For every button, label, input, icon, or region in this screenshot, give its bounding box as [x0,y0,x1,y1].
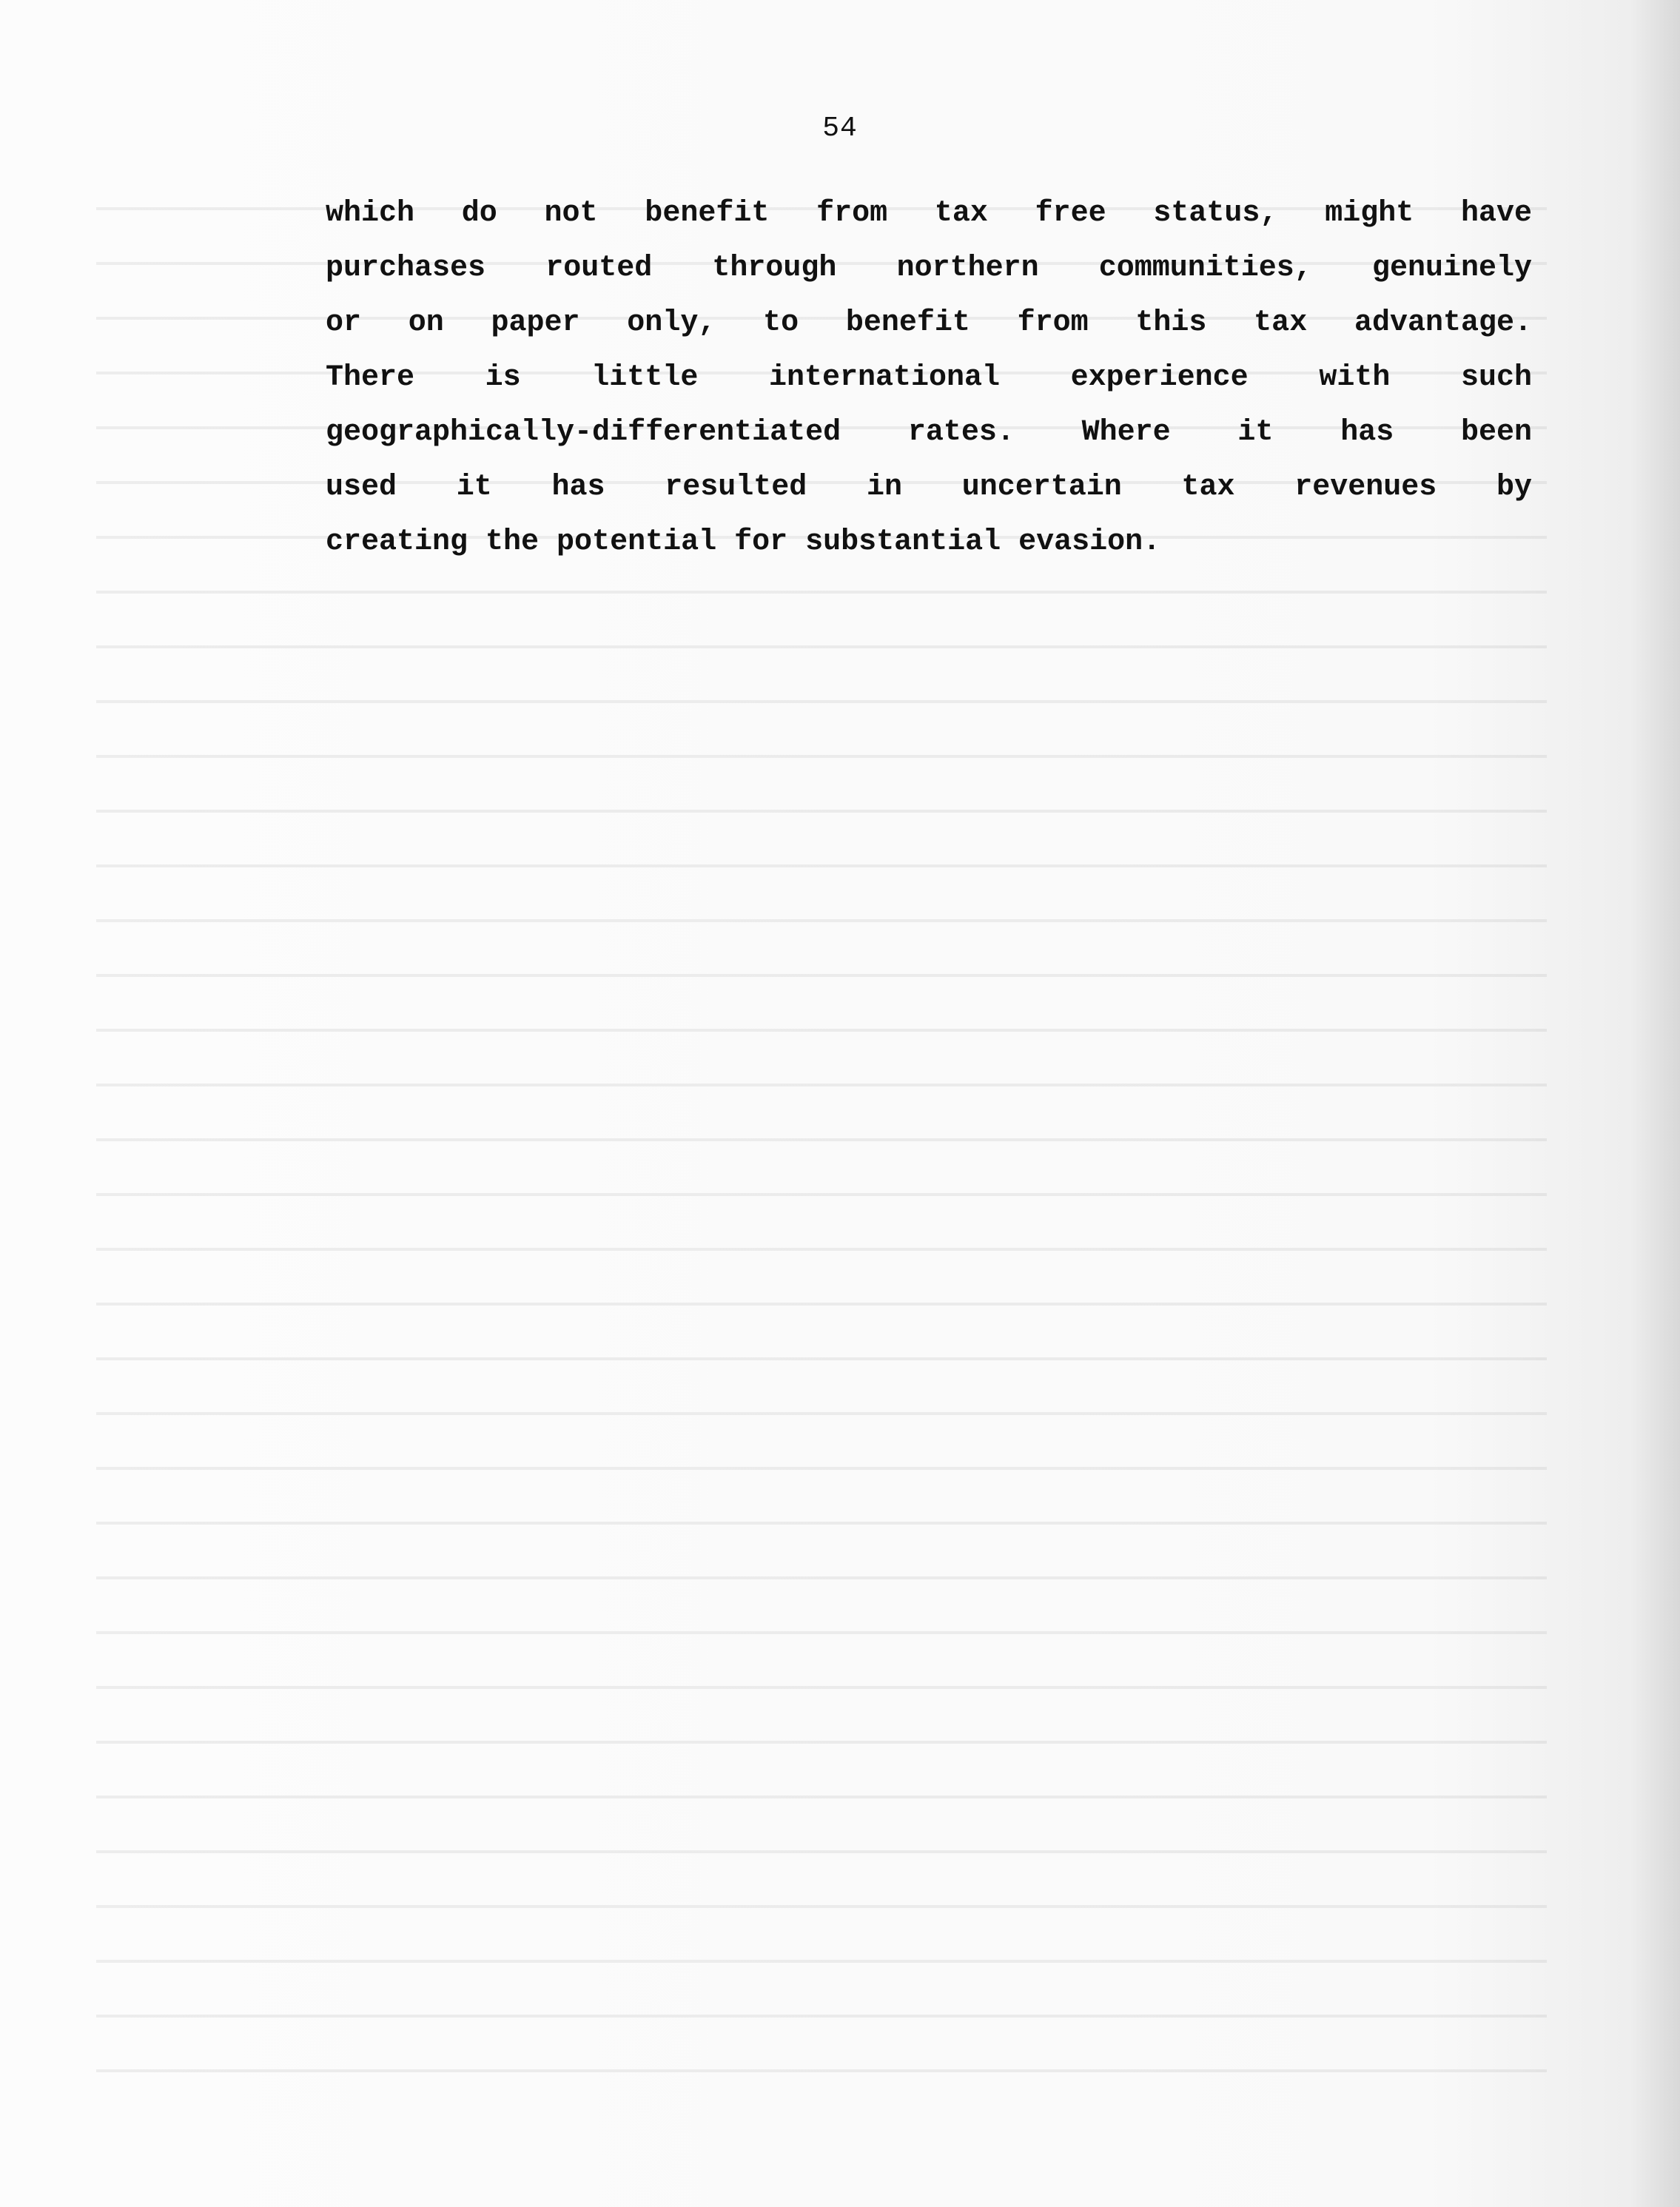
paragraph-line: used it has resulted in uncertain tax revenues by [326,471,1532,504]
paragraph-line: purchases routed through northern communities, genuinely [326,252,1532,285]
paragraph [326,187,1532,570]
page-number: 54 [822,112,858,144]
paragraph-line: geographically-differentiated rates. Where it has been [326,416,1532,449]
paragraph-line: creating the potential for substantial evasion. [326,525,1161,559]
paragraph-line: or on paper only, to benefit from this tax advantage. [326,306,1532,340]
paragraph-line: which do not benefit from tax free status, might have [326,197,1532,230]
paragraph-line: There is little international experience with such [326,361,1532,394]
